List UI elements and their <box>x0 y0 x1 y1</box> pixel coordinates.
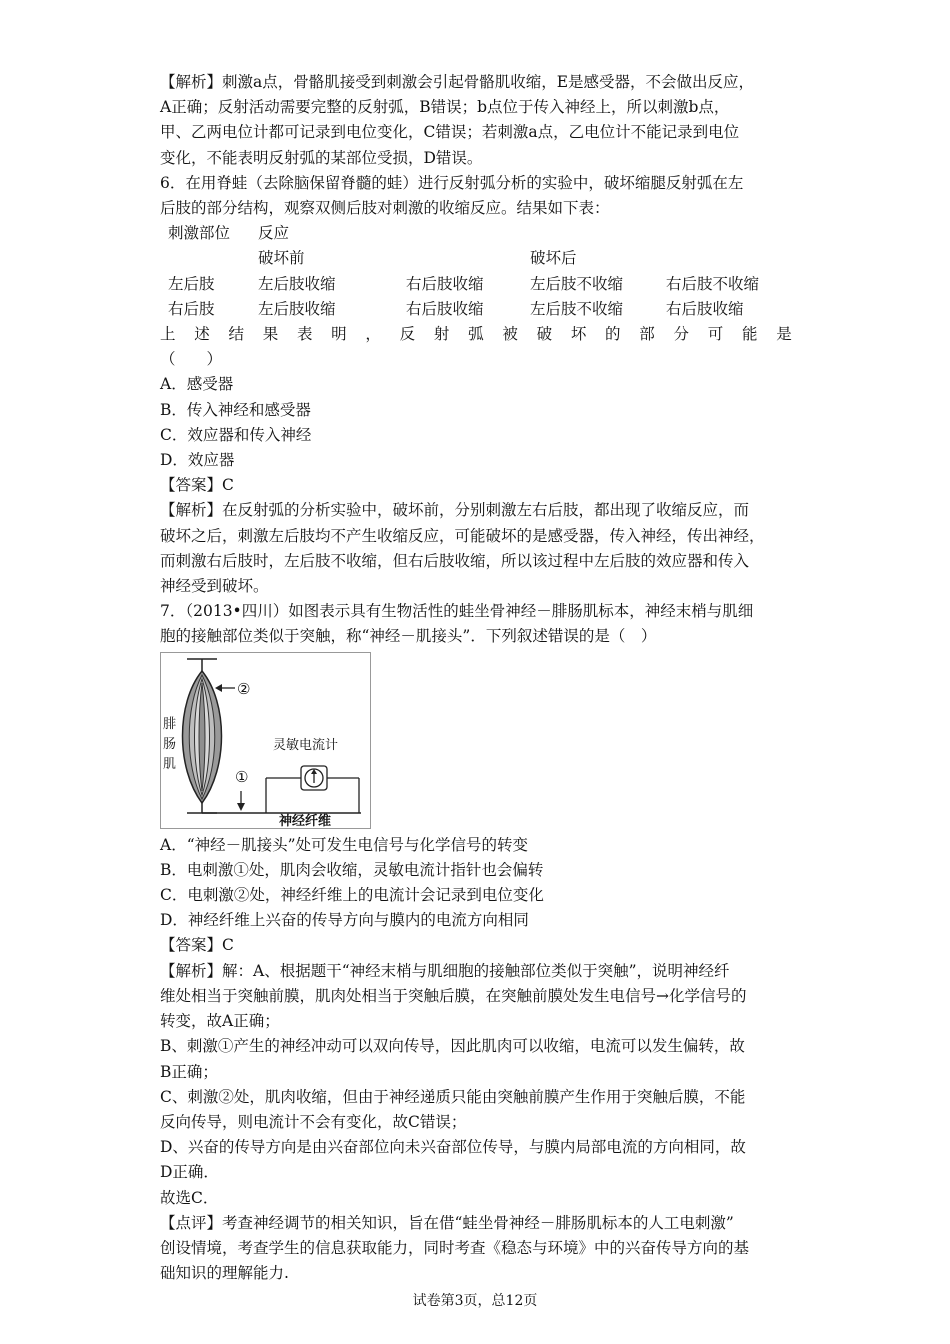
table-cell: 破坏前 <box>258 249 305 268</box>
text-line: D、兴奋的传导方向是由兴奋部位向未兴奋部位传导，与膜内局部电流的方向相同，故 <box>160 1138 746 1157</box>
stem-char: 被 <box>502 325 518 344</box>
stem-char: 破 <box>536 325 553 344</box>
analysis-line: 变化，不能表明反射弧的某部位受损，D错误。 <box>160 148 483 167</box>
text-line: 而刺激右后肢时，左后肢不收缩，但右后肢收缩，所以该过程中左后肢的效应器和传入 <box>160 551 750 570</box>
text-line: B正确； <box>160 1062 218 1081</box>
table-cell: 左后肢不收缩 <box>530 274 624 293</box>
document-body <box>160 70 792 1286</box>
stem-char: 可 <box>707 325 724 344</box>
q6-options-and-q7 <box>160 347 792 649</box>
text-line: 转变，故A正确； <box>160 1012 280 1031</box>
text-line: 神经受到破坏。 <box>160 577 269 596</box>
table-cell: 左后肢不收缩 <box>530 299 624 318</box>
table-cell: 右后肢不收缩 <box>666 274 760 293</box>
text-line: 础知识的理解能力. <box>160 1264 289 1283</box>
stem-char: 结 <box>228 325 244 344</box>
table-cell <box>666 246 800 271</box>
stem-char: 部 <box>639 325 655 344</box>
label-nerve-fiber: 神经纤维 <box>279 813 332 829</box>
text-line: D．效应器 <box>160 451 235 470</box>
text-line: 胞的接触部位类似于突触，称“神经－肌接头”．下列叙述错误的是（ ） <box>160 627 657 646</box>
table-cell <box>406 246 530 271</box>
text-line: 创设情境，考查学生的信息获取能力，同时考查《稳态与环境》中的兴奋传导方向的基 <box>160 1238 750 1257</box>
text-line: B、刺激①产生的神经冲动可以双向传导，因此肌肉可以收缩，电流可以发生偏转，故 <box>160 1037 745 1056</box>
text-line: A．感受器 <box>160 375 234 394</box>
frog-muscle-figure <box>160 652 371 829</box>
table-cell <box>406 221 530 246</box>
stem-char: 反 <box>399 325 416 344</box>
page-footer: 试卷第3页，总12页 <box>412 1293 538 1309</box>
stem-char: 射 <box>433 325 450 344</box>
stem-char: 果 <box>262 325 279 344</box>
text-line: C．效应器和传入神经 <box>160 425 312 444</box>
stem-char: 明 <box>331 325 347 344</box>
stem-char: 坏 <box>570 325 587 344</box>
text-line: （ ） <box>160 350 223 369</box>
table-cell: 破坏后 <box>530 249 577 268</box>
text-line: D正确． <box>160 1163 219 1182</box>
text-line: 破坏之后，刺激左后肢均不产生收缩反应，可能破坏的是感受器，传入神经，传出神经， <box>160 526 765 545</box>
stem-char: 述 <box>194 325 210 344</box>
analysis-line: 后肢的部分结构，观察双侧后肢对刺激的收缩反应。结果如下表： <box>160 199 610 218</box>
text-line: 故选C． <box>160 1188 219 1207</box>
table-cell <box>168 246 258 271</box>
table-cell: 反应 <box>258 224 290 243</box>
label-circle-2: ② <box>237 679 251 698</box>
label-galvanometer: 灵敏电流计 <box>273 737 339 753</box>
stem-char: 表 <box>296 325 313 344</box>
table-cell: 右后肢收缩 <box>406 274 484 293</box>
text-line: C．电刺激②处，神经纤维上的电流计会记录到电位变化 <box>160 886 544 905</box>
table-cell: 左后肢收缩 <box>258 274 336 293</box>
table-cell: 右后肢收缩 <box>406 299 484 318</box>
table-cell: 左后肢收缩 <box>258 299 336 318</box>
q7-options-and-analysis <box>160 833 792 1287</box>
label-circle-1: ① <box>235 767 249 786</box>
table-cell <box>530 221 666 246</box>
text-line: D．神经纤维上兴奋的传导方向与膜内的电流方向相同 <box>160 911 529 930</box>
label-muscle: 腓 肠 肌 <box>163 716 177 772</box>
analysis-line: 甲、乙两电位计都可记录到电位变化，C错误；若刺激a点，乙电位计不能记录到电位 <box>160 123 740 142</box>
stem-char: 能 <box>741 325 758 344</box>
text-line: 维处相当于突触前膜，肌肉处相当于突触后膜，在突触前膜处发生电信号→化学信号的 <box>160 986 747 1005</box>
table-cell: 左后肢 <box>168 274 215 293</box>
table-cell <box>666 221 800 246</box>
text-line: 【点评】考查神经调节的相关知识，旨在借“蛙坐骨神经－腓肠肌标本的人工电刺激” <box>160 1213 734 1232</box>
figure-drawing <box>161 653 370 828</box>
text-line: A．“神经－肌接头”处可发生电信号与化学信号的转变 <box>160 835 529 854</box>
stem-char: 分 <box>673 325 690 344</box>
analysis-line: A正确；反射活动需要完整的反射弧，B错误；b点位于传入神经上，所以刺激b点， <box>160 98 730 117</box>
text-line: 【答案】C <box>160 476 234 495</box>
stem-char: 是 <box>776 325 792 344</box>
text-line: B．电刺激①处，肌肉会收缩，灵敏电流计指针也会偏转 <box>160 860 544 879</box>
text-line: 【解析】解：A、根据题干“神经末梢与肌细胞的接触部位类似于突触”，说明神经纤 <box>160 961 730 980</box>
text-line: C、刺激②处，肌肉收缩，但由于神经递质只能由突触前膜产生作用于突触后膜，不能 <box>160 1087 746 1106</box>
stem-char: 的 <box>605 325 621 344</box>
text-line: B．传入神经和感受器 <box>160 400 311 419</box>
text-line: 7．（2013•四川）如图表示具有生物活性的蛙坐骨神经－腓肠肌标本，神经末梢与肌细 <box>160 602 754 621</box>
stem-char: ， <box>365 325 381 344</box>
analysis-q5 <box>160 70 792 221</box>
stem-char: 上 <box>160 325 176 344</box>
text-line: 【答案】C <box>160 936 234 955</box>
analysis-line: 6．在用脊蛙（去除脑保留脊髓的蛙）进行反射弧分析的实验中，破坏缩腿反射弧在左 <box>160 173 744 192</box>
result-table <box>168 221 792 322</box>
text-line: 反向传导，则电流计不会有变化，故C错误； <box>160 1112 467 1131</box>
table-cell: 右后肢收缩 <box>666 299 744 318</box>
q6-stem-line <box>160 322 792 347</box>
analysis-line: 【解析】刺激a点，骨骼肌接受到刺激会引起骨骼肌收缩，E是感受器，不会做出反应， <box>160 73 755 91</box>
table-cell: 右后肢 <box>168 299 215 318</box>
text-line: 【解析】在反射弧的分析实验中，破坏前，分别刺激左右后肢，都出现了收缩反应，而 <box>160 501 750 520</box>
table-cell: 刺激部位 <box>168 224 231 243</box>
stem-char: 弧 <box>468 325 484 344</box>
